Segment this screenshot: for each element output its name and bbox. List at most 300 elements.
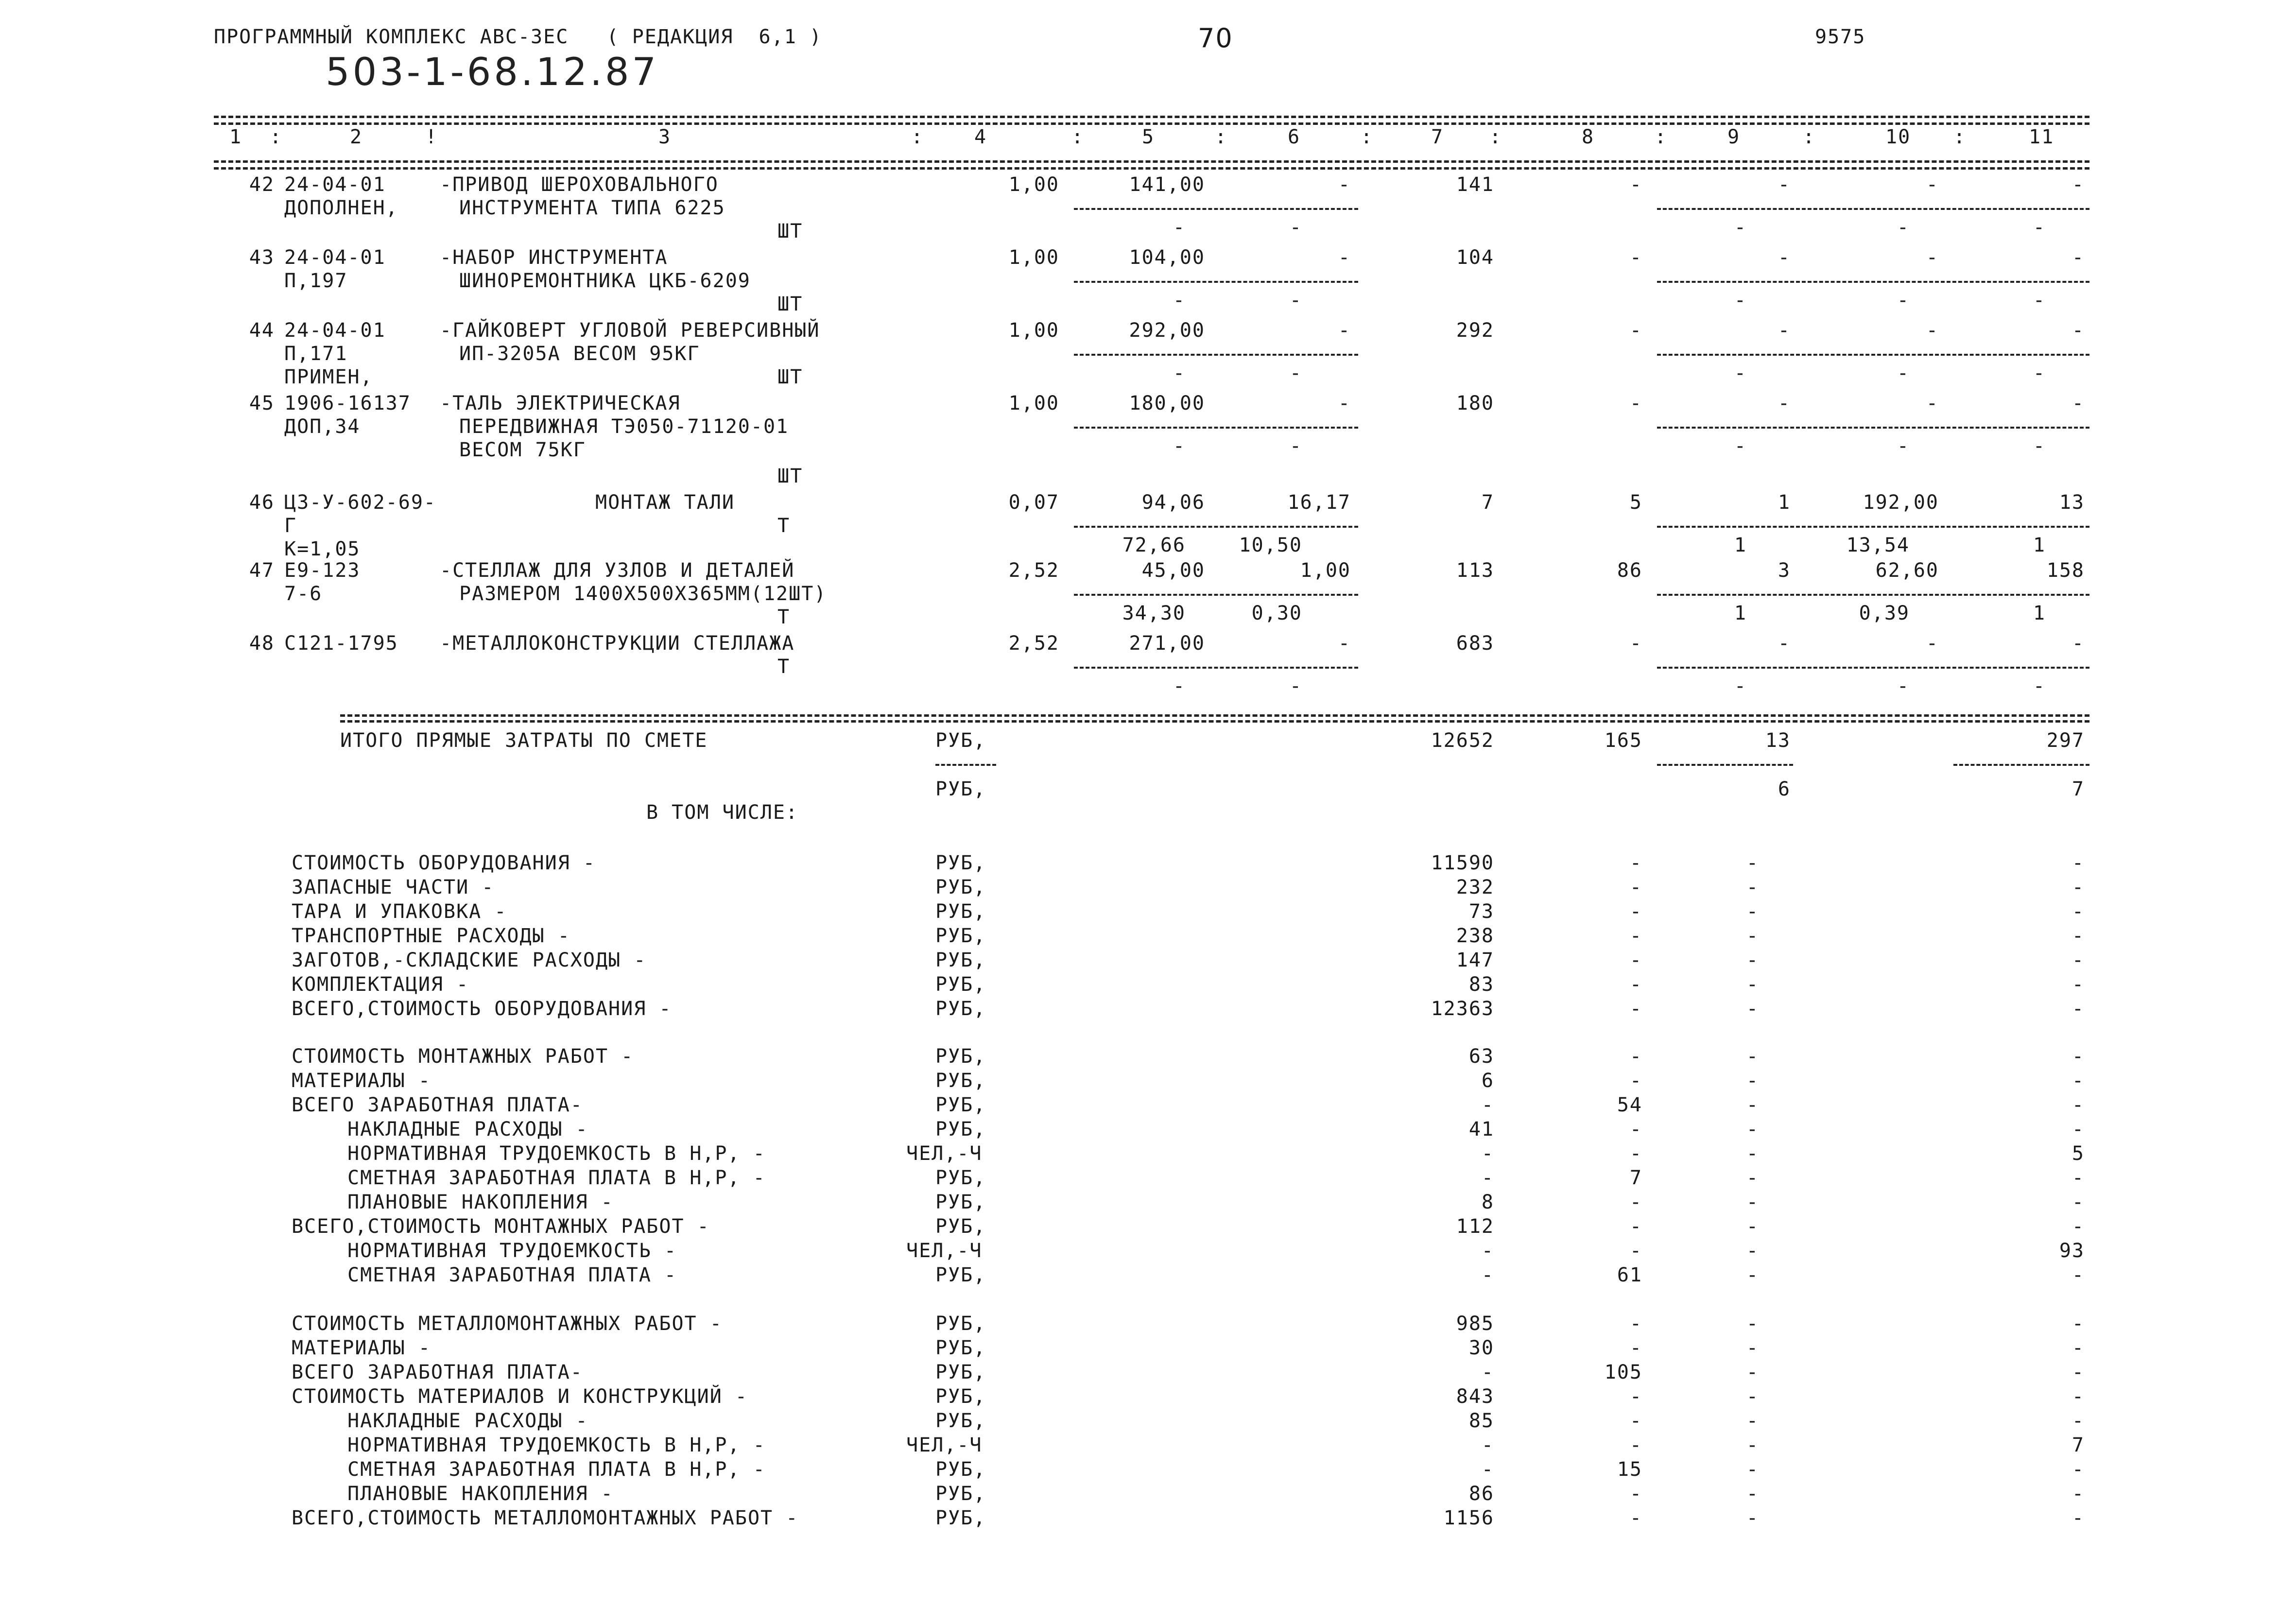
row-total: 113 (1456, 559, 1494, 582)
summary-label: НАКЛАДНЫЕ РАСХОДЫ - (347, 1410, 588, 1432)
row-unit: ШТ (777, 465, 803, 487)
row-col8: - (1629, 392, 1642, 415)
totals-label: ИТОГО ПРЯМЫЕ ЗАТРАТЫ ПО СМЕТЕ (340, 729, 708, 752)
row-unit-cost: 180,00 (1129, 392, 1205, 415)
summary-col11: - (2072, 949, 2085, 971)
row-sub-col9: - (1734, 216, 1747, 239)
summary-col11: - (2072, 1313, 2085, 1335)
row-col10: 192,00 (1863, 491, 1939, 514)
row-code-2: П,197 (284, 270, 348, 292)
summary-col8: - (1629, 1215, 1642, 1238)
row-description-2: РАЗМЕРОМ 1400Х500Х365ММ(12ШТ) (459, 583, 827, 605)
summary-col7: 41 (1468, 1118, 1494, 1140)
row-col11: 158 (2046, 559, 2085, 582)
row-sub-col11: - (2033, 675, 2046, 697)
summary-col11: 93 (2059, 1240, 2085, 1262)
summary-col9: - (1746, 1313, 1759, 1335)
row-subrule (1074, 208, 1358, 210)
row-quantity: 1,00 (1008, 173, 1059, 196)
row-sub-col10: - (1897, 435, 1910, 457)
row-code-2: Г (284, 515, 297, 537)
summary-label: СМЕТНАЯ ЗАРАБОТНАЯ ПЛАТА - (347, 1264, 677, 1286)
summary-col11: - (2072, 1337, 2085, 1359)
totals-rule-2 (340, 720, 2089, 723)
summary-col7: 232 (1456, 876, 1494, 899)
row-sub-col10: - (1897, 289, 1910, 311)
summary-label: МАТЕРИАЛЫ - (292, 1070, 431, 1092)
summary-col7: 83 (1468, 973, 1494, 996)
row-col10: - (1926, 319, 1939, 342)
row-total: 292 (1456, 319, 1494, 342)
row-description: -ТАЛЬ ЭЛЕКТРИЧЕСКАЯ (440, 392, 681, 415)
row-col11: - (2072, 246, 2085, 269)
totals-subrule (935, 764, 996, 766)
summary-col8: - (1629, 1142, 1642, 1165)
summary-unit: РУБ, (935, 949, 986, 971)
row-subrule (1657, 526, 2089, 528)
summary-col9: - (1746, 1094, 1759, 1116)
summary-col9: - (1746, 852, 1759, 874)
summary-col11: - (2072, 1045, 2085, 1068)
row-sub-unit-cost: - (1173, 216, 1186, 239)
summary-col7: 11590 (1431, 852, 1494, 874)
totals-sub-col11: 7 (2072, 778, 2085, 800)
row-quantity: 0,07 (1008, 491, 1059, 514)
column-separator: : (911, 126, 924, 148)
totals-rule (340, 714, 2089, 717)
row-sub-col10: 13,54 (1846, 534, 1910, 556)
column-header-7: 7 (1431, 126, 1444, 148)
summary-label: СТОИМОСТЬ МЕТАЛЛОМОНТАЖНЫХ РАБОТ - (292, 1313, 723, 1335)
column-separator: : (270, 126, 283, 148)
summary-col9: - (1746, 876, 1759, 899)
row-total: 104 (1456, 246, 1494, 269)
row-col9: - (1778, 173, 1791, 196)
row-sub-install-cost: - (1289, 675, 1302, 697)
summary-col7: 238 (1456, 925, 1494, 947)
row-subrule (1657, 354, 2089, 356)
summary-col11: - (2072, 1483, 2085, 1505)
summary-col11: 7 (2072, 1434, 2085, 1456)
summary-col9: - (1746, 900, 1759, 923)
summary-unit: РУБ, (935, 1483, 986, 1505)
summary-col8: - (1629, 1483, 1642, 1505)
summary-col8: - (1629, 925, 1642, 947)
column-header-5: 5 (1142, 126, 1155, 148)
row-sub-col9: 1 (1734, 602, 1747, 624)
handwritten-ref: 503-1-68.12.87 (326, 51, 659, 94)
summary-col7: 985 (1456, 1313, 1494, 1335)
row-unit: Т (777, 606, 791, 628)
row-number: 44 (249, 319, 275, 342)
summary-col9: - (1746, 1361, 1759, 1383)
summary-label: ЗАГОТОВ,-СКЛАДСКИЕ РАСХОДЫ - (292, 949, 647, 971)
column-header-2: 2 (350, 126, 363, 148)
column-separator: : (1071, 126, 1085, 148)
summary-col8: - (1629, 1507, 1642, 1529)
summary-label: ТРАНСПОРТНЫЕ РАСХОДЫ - (292, 925, 570, 947)
column-separator: : (1215, 126, 1228, 148)
row-unit: ШТ (777, 220, 803, 242)
summary-col8: - (1629, 1191, 1642, 1213)
summary-label: НОРМАТИВНАЯ ТРУДОЕМКОСТЬ В Н,Р, - (347, 1142, 766, 1165)
summary-unit: ЧЕЛ,-Ч (906, 1142, 983, 1165)
row-sub-col9: - (1734, 675, 1747, 697)
row-sub-col11: - (2033, 435, 2046, 457)
row-col9: - (1778, 246, 1791, 269)
summary-col9: - (1746, 973, 1759, 996)
row-subrule (1074, 526, 1358, 528)
summary-col7: 6 (1481, 1070, 1494, 1092)
row-description: -ПРИВОД ШЕРОХОВАЛЬНОГО (440, 173, 719, 196)
summary-col8: - (1629, 1070, 1642, 1092)
summary-label: ПЛАНОВЫЕ НАКОПЛЕНИЯ - (347, 1483, 614, 1505)
row-sub-col9: - (1734, 289, 1747, 311)
row-unit: ШТ (777, 293, 803, 315)
row-sub-unit-cost: - (1173, 435, 1186, 457)
summary-col8: - (1629, 1434, 1642, 1456)
summary-unit: РУБ, (935, 1458, 986, 1481)
summary-unit: РУБ, (935, 1264, 986, 1286)
column-header-6: 6 (1288, 126, 1301, 148)
summary-col9: - (1746, 1215, 1759, 1238)
row-code-2: ДОП,34 (284, 415, 361, 438)
row-description-2: ШИНОРЕМОНТНИКА ЦКБ-6209 (459, 270, 751, 292)
summary-col7: 85 (1468, 1410, 1494, 1432)
summary-col7: 147 (1456, 949, 1494, 971)
row-description-2: ПЕРЕДВИЖНАЯ ТЭ050-71120-01 (459, 415, 789, 438)
summary-unit: РУБ, (935, 1361, 986, 1383)
row-subrule (1657, 594, 2089, 596)
row-subrule (1657, 427, 2089, 429)
summary-col9: - (1746, 1410, 1759, 1432)
row-subrule (1074, 281, 1358, 283)
summary-col7: 1156 (1443, 1507, 1494, 1529)
summary-col7: 12363 (1431, 998, 1494, 1020)
summary-col8: 7 (1629, 1167, 1642, 1189)
summary-label: НОРМАТИВНАЯ ТРУДОЕМКОСТЬ В Н,Р, - (347, 1434, 766, 1456)
row-description: -СТЕЛЛАЖ ДЛЯ УЗЛОВ И ДЕТАЛЕЙ (440, 559, 795, 582)
summary-col11: 5 (2072, 1142, 2085, 1165)
row-code: С121-1795 (284, 632, 398, 655)
summary-col9: - (1746, 1434, 1759, 1456)
summary-col9: - (1746, 1070, 1759, 1092)
summary-unit: РУБ, (935, 1507, 986, 1529)
summary-col9: - (1746, 1167, 1759, 1189)
row-sub-unit-cost: - (1173, 675, 1186, 697)
row-code: 24-04-01 (284, 173, 386, 196)
column-separator: : (1361, 126, 1374, 148)
summary-label: ВСЕГО,СТОИМОСТЬ ОБОРУДОВАНИЯ - (292, 998, 672, 1020)
row-unit-cost: 141,00 (1129, 173, 1205, 196)
totals-subrule (1657, 764, 1793, 766)
row-number: 48 (249, 632, 275, 655)
summary-col8: - (1629, 1118, 1642, 1140)
row-sub-col11: 1 (2033, 602, 2046, 624)
summary-label: СМЕТНАЯ ЗАРАБОТНАЯ ПЛАТА В Н,Р, - (347, 1167, 766, 1189)
row-total: 141 (1456, 173, 1494, 196)
row-col10: - (1926, 632, 1939, 655)
row-unit: Т (777, 515, 791, 537)
row-description: -НАБОР ИНСТРУМЕНТА (440, 246, 668, 269)
summary-label: ВСЕГО,СТОИМОСТЬ МЕТАЛЛОМОНТАЖНЫХ РАБОТ - (292, 1507, 799, 1529)
summary-label: ПЛАНОВЫЕ НАКОПЛЕНИЯ - (347, 1191, 614, 1213)
row-code: Е9-123 (284, 559, 361, 582)
row-subrule (1657, 667, 2089, 669)
summary-col11: - (2072, 1264, 2085, 1286)
summary-unit: РУБ, (935, 1045, 986, 1068)
summary-label: СТОИМОСТЬ МАТЕРИАЛОВ И КОНСТРУКЦИЙ - (292, 1385, 748, 1408)
row-quantity: 1,00 (1008, 392, 1059, 415)
row-sub-install-cost: 0,30 (1251, 602, 1302, 624)
row-col8: - (1629, 246, 1642, 269)
column-header-10: 10 (1885, 126, 1911, 148)
row-total: 683 (1456, 632, 1494, 655)
summary-col11: - (2072, 1191, 2085, 1213)
row-col9: - (1778, 632, 1791, 655)
summary-unit: ЧЕЛ,-Ч (906, 1434, 983, 1456)
summary-col11: - (2072, 1507, 2085, 1529)
summary-unit: РУБ, (935, 1070, 986, 1092)
summary-col11: - (2072, 1070, 2085, 1092)
row-subrule (1074, 594, 1358, 596)
summary-col7: - (1481, 1094, 1494, 1116)
summary-col9: - (1746, 1240, 1759, 1262)
totals-unit: РУБ, (935, 729, 986, 752)
row-sub-col9: - (1734, 435, 1747, 457)
row-number: 46 (249, 491, 275, 514)
row-quantity: 1,00 (1008, 246, 1059, 269)
row-sub-col9: 1 (1734, 534, 1747, 556)
row-install-cost: 1,00 (1300, 559, 1351, 582)
row-unit-cost: 104,00 (1129, 246, 1205, 269)
summary-unit: РУБ, (935, 1313, 986, 1335)
summary-col9: - (1746, 1507, 1759, 1529)
totals-col9: 13 (1765, 729, 1791, 752)
summary-col8: - (1629, 1410, 1642, 1432)
summary-col11: - (2072, 925, 2085, 947)
row-sub-col10: - (1897, 362, 1910, 384)
summary-col7: - (1481, 1240, 1494, 1262)
summary-col8: - (1629, 852, 1642, 874)
header-rule-top (214, 116, 2089, 118)
summary-col7: 30 (1468, 1337, 1494, 1359)
summary-label: КОМПЛЕКТАЦИЯ - (292, 973, 469, 996)
summary-col7: - (1481, 1434, 1494, 1456)
row-quantity: 1,00 (1008, 319, 1059, 342)
totals-unit-2: РУБ, (935, 778, 986, 800)
row-sub-col11: - (2033, 216, 2046, 239)
row-code: 24-04-01 (284, 319, 386, 342)
row-description-2: ИП-3205А ВЕСОМ 95КГ (459, 343, 700, 365)
row-description-3: ВЕСОМ 75КГ (459, 439, 586, 461)
row-total: 180 (1456, 392, 1494, 415)
summary-unit: РУБ, (935, 900, 986, 923)
summary-col8: - (1629, 900, 1642, 923)
summary-label: СТОИМОСТЬ МОНТАЖНЫХ РАБОТ - (292, 1045, 634, 1068)
column-header-1: 1 (229, 126, 242, 148)
column-header-9: 9 (1727, 126, 1741, 148)
row-quantity: 2,52 (1008, 559, 1059, 582)
summary-col7: 63 (1468, 1045, 1494, 1068)
summary-col7: - (1481, 1167, 1494, 1189)
summary-unit: РУБ, (935, 973, 986, 996)
summary-col8: - (1629, 973, 1642, 996)
row-unit-cost: 45,00 (1141, 559, 1205, 582)
row-install-cost: - (1338, 632, 1351, 655)
summary-col7: 73 (1468, 900, 1494, 923)
row-sub-col10: 0,39 (1859, 602, 1910, 624)
row-description: МОНТАЖ ТАЛИ (595, 491, 735, 514)
row-sub-unit-cost: 34,30 (1122, 602, 1186, 624)
row-install-cost: 16,17 (1287, 491, 1351, 514)
totals-including: В ТОМ ЧИСЛЕ: (646, 801, 798, 824)
row-sub-install-cost: - (1289, 289, 1302, 311)
row-sub-unit-cost: - (1173, 289, 1186, 311)
row-subrule (1074, 427, 1358, 429)
column-separator: : (1655, 126, 1668, 148)
row-sub-unit-cost: 72,66 (1122, 534, 1186, 556)
row-col11: 13 (2059, 491, 2085, 514)
column-separator: : (1803, 126, 1816, 148)
summary-unit: РУБ, (935, 1385, 986, 1408)
row-col9: 3 (1778, 559, 1791, 582)
summary-unit: РУБ, (935, 1410, 986, 1432)
header-rule-bottom (214, 160, 2089, 163)
summary-unit: ЧЕЛ,-Ч (906, 1240, 983, 1262)
row-description: -МЕТАЛЛОКОНСТРУКЦИИ СТЕЛЛАЖА (440, 632, 795, 655)
row-code-3: К=1,05 (284, 538, 361, 560)
totals-col8: 165 (1604, 729, 1642, 752)
row-col10: - (1926, 173, 1939, 196)
summary-col9: - (1746, 1337, 1759, 1359)
program-title: ПРОГРАММНЫЙ КОМПЛЕКС АВС-3ЕС ( РЕДАКЦИЯ 6,1 ) (214, 26, 822, 48)
row-unit-cost: 94,06 (1141, 491, 1205, 514)
summary-unit: РУБ, (935, 1191, 986, 1213)
summary-col9: - (1746, 1483, 1759, 1505)
summary-unit: РУБ, (935, 998, 986, 1020)
summary-label: СМЕТНАЯ ЗАРАБОТНАЯ ПЛАТА В Н,Р, - (347, 1458, 766, 1481)
summary-col11: - (2072, 900, 2085, 923)
row-col9: 1 (1778, 491, 1791, 514)
row-sub-col9: - (1734, 362, 1747, 384)
totals-col11: 297 (2046, 729, 2085, 752)
row-number: 43 (249, 246, 275, 269)
row-code-3: ПРИМЕН, (284, 366, 373, 388)
row-sub-col11: - (2033, 289, 2046, 311)
summary-col9: - (1746, 1045, 1759, 1068)
row-col11: - (2072, 319, 2085, 342)
row-col8: 86 (1617, 559, 1642, 582)
row-col8: - (1629, 632, 1642, 655)
summary-col7: - (1481, 1142, 1494, 1165)
row-col8: - (1629, 173, 1642, 196)
column-header-8: 8 (1582, 126, 1595, 148)
summary-col7: 843 (1456, 1385, 1494, 1408)
column-header-11: 11 (2029, 126, 2054, 148)
summary-col11: - (2072, 876, 2085, 899)
row-code: Ц3-У-602-69- (284, 491, 436, 514)
summary-unit: РУБ, (935, 1167, 986, 1189)
summary-label: ВСЕГО ЗАРАБОТНАЯ ПЛАТА- (292, 1094, 583, 1116)
column-separator: : (1953, 126, 1967, 148)
totals-sub-col9: 6 (1778, 778, 1791, 800)
row-code-2: 7-6 (284, 583, 323, 605)
row-description-2: ИНСТРУМЕНТА ТИПА 6225 (459, 197, 725, 219)
summary-col11: - (2072, 1118, 2085, 1140)
row-install-cost: - (1338, 392, 1351, 415)
summary-label: ЗАПАСНЫЕ ЧАСТИ - (292, 876, 495, 899)
summary-col8: - (1629, 1240, 1642, 1262)
summary-unit: РУБ, (935, 852, 986, 874)
summary-label: ВСЕГО ЗАРАБОТНАЯ ПЛАТА- (292, 1361, 583, 1383)
summary-unit: РУБ, (935, 1337, 986, 1359)
row-col11: - (2072, 173, 2085, 196)
summary-col11: - (2072, 852, 2085, 874)
column-header-4: 4 (974, 126, 987, 148)
summary-col7: 86 (1468, 1483, 1494, 1505)
doc-code: 9575 (1815, 26, 1866, 48)
row-subrule (1074, 354, 1358, 356)
row-col8: - (1629, 319, 1642, 342)
page-number: 70 (1198, 23, 1233, 53)
summary-col8: 54 (1617, 1094, 1642, 1116)
summary-col7: - (1481, 1458, 1494, 1481)
totals-subrule (1953, 764, 2089, 766)
row-sub-col10: - (1897, 216, 1910, 239)
summary-col9: - (1746, 1142, 1759, 1165)
row-number: 47 (249, 559, 275, 582)
row-col11: - (2072, 392, 2085, 415)
totals-col7: 12652 (1431, 729, 1494, 752)
summary-col7: - (1481, 1264, 1494, 1286)
row-col10: - (1926, 246, 1939, 269)
summary-col9: - (1746, 1118, 1759, 1140)
summary-label: ТАРА И УПАКОВКА - (292, 900, 507, 923)
summary-col9: - (1746, 949, 1759, 971)
row-sub-unit-cost: - (1173, 362, 1186, 384)
row-col9: - (1778, 319, 1791, 342)
row-code: 1906-16137 (284, 392, 411, 415)
summary-col11: - (2072, 998, 2085, 1020)
row-col8: 5 (1629, 491, 1642, 514)
summary-unit: РУБ, (935, 925, 986, 947)
summary-col9: - (1746, 1264, 1759, 1286)
summary-col8: - (1629, 1337, 1642, 1359)
summary-col8: - (1629, 1313, 1642, 1335)
summary-col11: - (2072, 1361, 2085, 1383)
summary-label: МАТЕРИАЛЫ - (292, 1337, 431, 1359)
header-rule-bottom-2 (214, 167, 2089, 170)
row-unit-cost: 271,00 (1129, 632, 1205, 655)
row-col11: - (2072, 632, 2085, 655)
header-rule-top-2 (214, 122, 2089, 125)
summary-col8: - (1629, 876, 1642, 899)
row-code: 24-04-01 (284, 246, 386, 269)
row-col9: - (1778, 392, 1791, 415)
summary-col11: - (2072, 1458, 2085, 1481)
summary-col9: - (1746, 1191, 1759, 1213)
summary-col9: - (1746, 1458, 1759, 1481)
row-sub-install-cost: - (1289, 216, 1302, 239)
summary-col7: - (1481, 1361, 1494, 1383)
summary-col11: - (2072, 1094, 2085, 1116)
row-sub-col11: 1 (2033, 534, 2046, 556)
row-unit: ШТ (777, 366, 803, 388)
summary-col11: - (2072, 1215, 2085, 1238)
summary-col8: 15 (1617, 1458, 1642, 1481)
summary-label: ВСЕГО,СТОИМОСТЬ МОНТАЖНЫХ РАБОТ - (292, 1215, 710, 1238)
